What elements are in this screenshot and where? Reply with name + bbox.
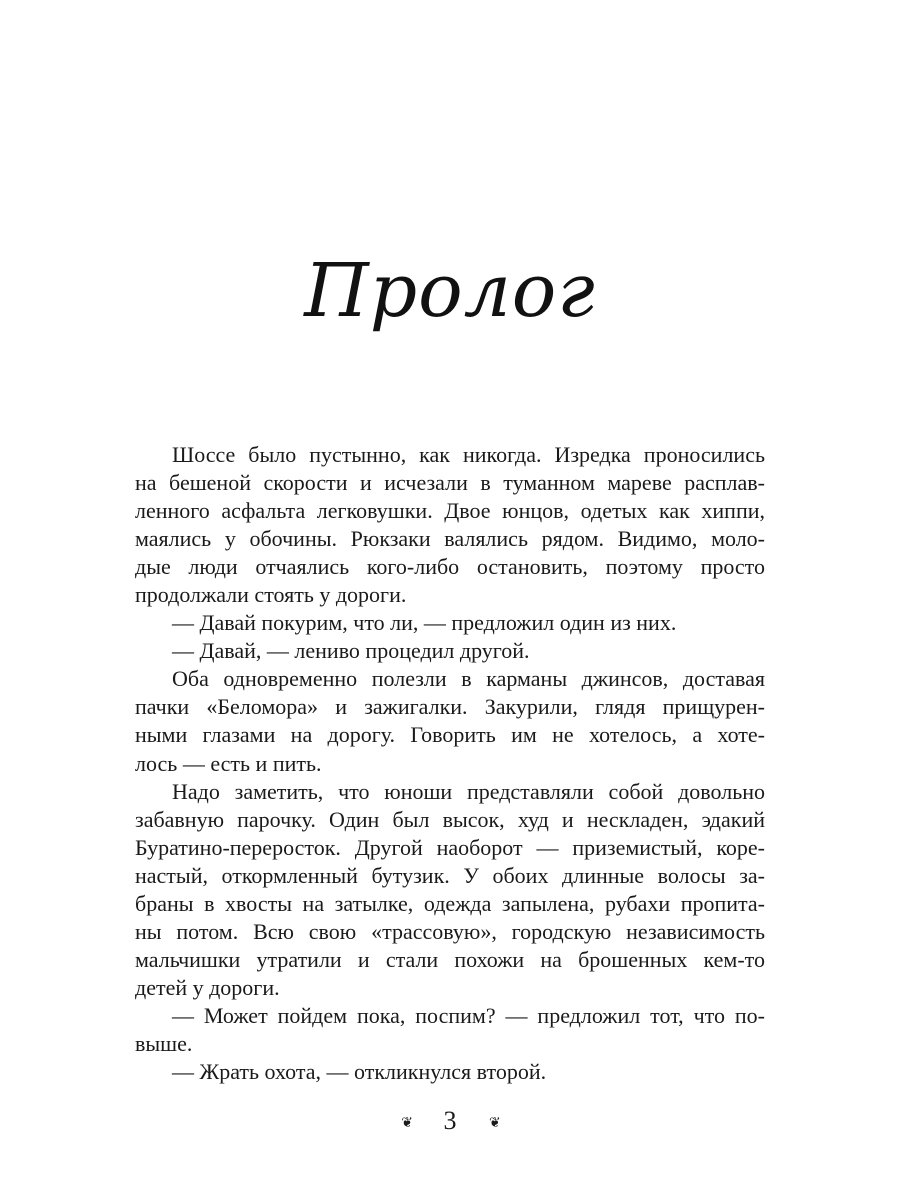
text-line: — Давай, — лениво процедил другой. <box>172 638 530 664</box>
text-line: дые люди отчаялись кого-либо остановить, поэтому просто <box>135 554 765 580</box>
text-line: мальчишки утратили и стали похожи на брошенных кем-то <box>135 946 765 972</box>
text-line: ными глазами на дорогу. Говорить им не хотелось, а хоте- <box>135 722 765 748</box>
ornament-left-icon: ❦ <box>401 1115 411 1131</box>
text-line: продолжали стоять у дороги. <box>135 582 407 608</box>
page-footer <box>0 1106 900 1136</box>
text-line: — Давай покурим, что ли, — предложил один из них. <box>172 610 677 636</box>
text-line: ленного асфальта легковушки. Двое юнцов, одетых как хиппи, <box>135 498 765 524</box>
text-line: забавную парочку. Один был высок, худ и нескладен, эдакий <box>135 806 765 832</box>
text-line: пачки «Беломора» и зажигалки. Закурили, глядя прищурен- <box>135 694 765 720</box>
text-line: ны потом. Всю свою «трассовую», городскую независимость <box>135 918 765 944</box>
text-line: лось — есть и пить. <box>135 750 322 776</box>
text-line: Буратино-переросток. Другой наоборот — приземистый, коре- <box>135 834 765 860</box>
text-line: на бешеной скорости и исчезали в туманном мареве расплав- <box>135 470 765 496</box>
text-line: настый, откормленный бутузик. У обоих длинные волосы за- <box>135 862 765 888</box>
text-line: Надо заметить, что юноши представляли собой довольно <box>172 778 765 804</box>
text-line: выше. <box>135 1030 193 1056</box>
text-line: — Жрать охота, — откликнулся второй. <box>172 1059 547 1085</box>
ornament-right-icon: ❦ <box>489 1115 499 1131</box>
text-line: — Может пойдем пока, поспим? — предложил тот, что по- <box>172 1002 765 1028</box>
text-line: детей у дороги. <box>135 974 280 1000</box>
text-line: браны в хвосты на затылке, одежда запылена, рубахи пропита- <box>135 890 765 916</box>
page-number: 3 <box>443 1106 457 1135</box>
text-line: Оба одновременно полезли в карманы джинсов, доставая <box>172 666 765 692</box>
chapter-title: Пролог <box>304 248 596 334</box>
text-line: Шоссе было пустынно, как никогда. Изредка проносились <box>172 442 765 467</box>
text-line: маялись у обочины. Рюкзаки валялись рядом. Видимо, моло- <box>135 526 765 552</box>
body-text <box>135 441 765 1086</box>
